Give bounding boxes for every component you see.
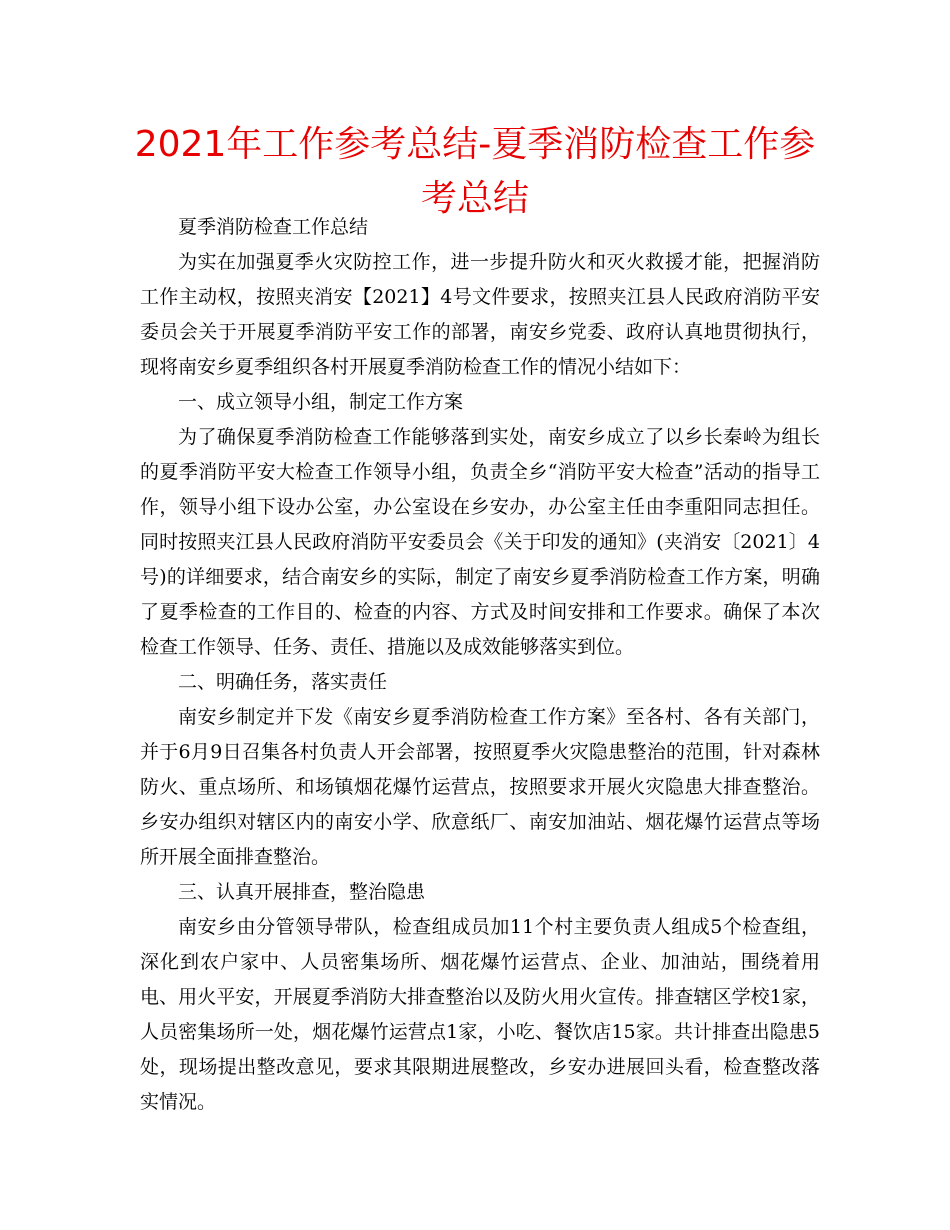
section-heading: 夏季消防检查工作总结 <box>178 216 369 238</box>
section-heading: 三、认真开展排查，整治隐患 <box>178 881 426 903</box>
section-heading: 二、明确任务，落实责任 <box>178 671 388 693</box>
document-body <box>140 210 820 1120</box>
document-title: 2021年工作参考总结-夏季消防检查工作参考总结 <box>134 124 816 219</box>
paragraph: 为了确保夏季消防检查工作能够落到实处，南安乡成立了以乡长秦岭为组长的夏季消防平安大检查工作领导小组，负责全乡“消防平安大检查”活动的指导工作，领导小组下设办公室，办公室设在乡安办，办公室主任由李重阳同志担任。同时按照夹江县人民政府消防平安委员会《关于印发的通知》(夹消安〔2021〕4号)的详细要求，结合南安乡的实际，制定了南安乡夏季消防检查工作方案，明确了夏季检查的工作目的、检查的内容、方式及时间安排和工作要求。确保了本次检查工作领导、任务、责任、措施以及成效能够落实到位。 <box>140 426 820 658</box>
paragraph: 南安乡由分管领导带队，检查组成员加11个村主要负责人组成5个检查组，深化到农户家中、人员密集场所、烟花爆竹运营点、企业、加油站，围绕着用电、用火平安，开展夏季消防大排查整治以及防火用火宣传。排查辖区学校1家，人员密集场所一处，烟花爆竹运营点1家，小吃、餐饮店15家。共计排查出隐患5处，现场提出整改意见，要求其限期进展整改，乡安办进展回头看，检查整改落实情况。 <box>140 916 820 1113</box>
paragraph: 为实在加强夏季火灾防控工作，进一步提升防火和灭火救援才能，把握消防工作主动权，按照夹消安【2021】4号文件要求，按照夹江县人民政府消防平安委员会关于开展夏季消防平安工作的部署，南安乡党委、政府认真地贯彻执行，现将南安乡夏季组织各村开展夏季消防检查工作的情况小结如下： <box>140 251 820 378</box>
paragraph: 南安乡制定并下发《南安乡夏季消防检查工作方案》至各村、各有关部门，并于6月9日召集各村负责人开会部署，按照夏季火灾隐患整治的范围，针对森林防火、重点场所、和场镇烟花爆竹运营点，按照要求开展火灾隐患大排查整治。乡安办组织对辖区内的南安小学、欣意纸厂、南安加油站、烟花爆竹运营点等场所开展全面排查整治。 <box>140 706 820 868</box>
section-heading: 一、成立领导小组，制定工作方案 <box>178 391 464 413</box>
